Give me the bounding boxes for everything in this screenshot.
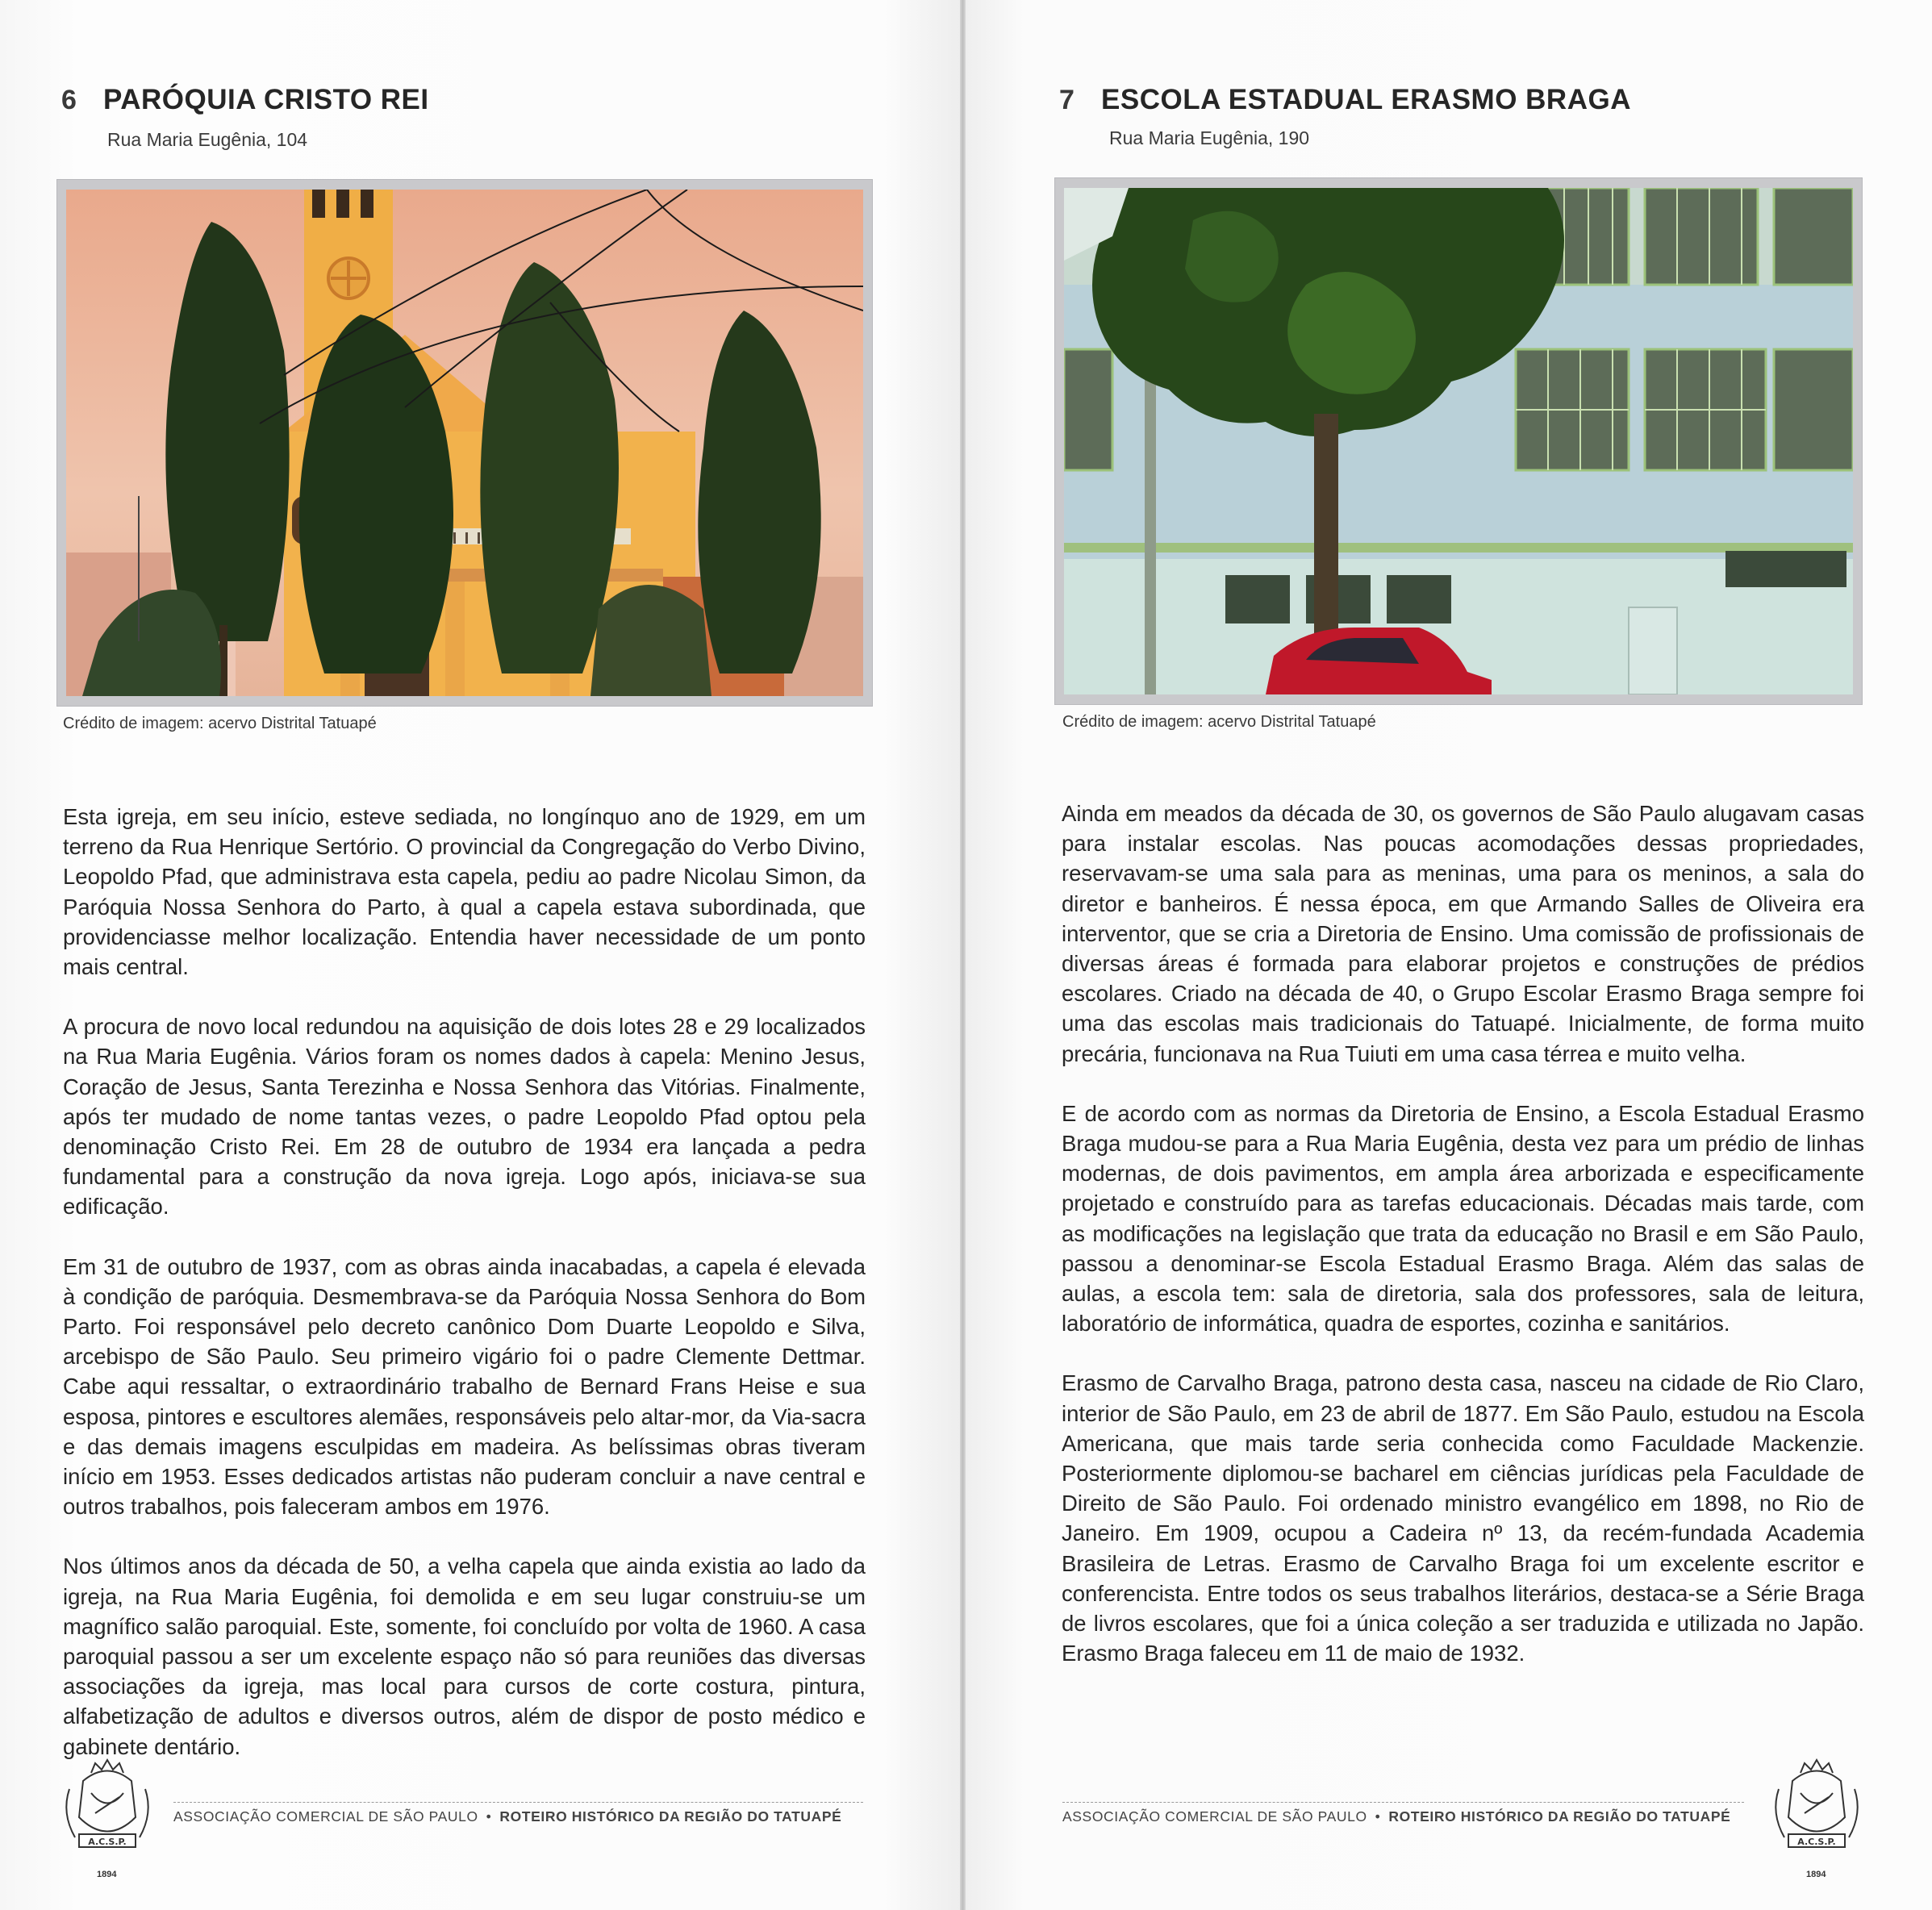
school-photo-frame [1054,177,1863,705]
image-credit: Crédito de imagem: acervo Distrital Tatuapé [1062,713,1376,731]
left-page [0,0,960,1910]
section-title: PARÓQUIA CRISTO REI [103,84,429,115]
footer-org: ASSOCIAÇÃO COMERCIAL DE SÃO PAULO [1062,1808,1367,1825]
paragraph: Ainda em meados da década de 30, os governos de São Paulo alugavam casas para instalar escolas. Nas poucas acomodações dessas propriedades, reservavam-se uma sala para as meninas, uma para os meninos, a sala do diretor e banheiros. É nessa época, em que Armando Salles de Oliveira era interventor, que se cria a Diretoria de Ensino. Uma comissão de profissionais de diversas áreas é formada para elaborar projetos e construções de prédios escolares. Criado na década de 40, o Grupo Escolar Erasmo Braga sempre foi uma das escolas mais tradicionais do Tatuapé. Inicialmente, de forma muito precária, funcionava na Rua Tuiuti em uma casa térrea e muito velha. [1062,801,1864,1066]
paragraph: Esta igreja, em seu início, esteve sediada, no longínquo ano de 1929, em um terreno da Rua Henrique Sertório. O provincial da Congregação do Verbo Divino, Leopoldo Pfad, que administrava esta capela, pediu ao padre Nicolau Simon, da Paróquia Nossa Senhora do Parto, à qual a capela estava subordinada, que providenciasse melhor localização. Entendia haver necessidade de um ponto mais central. [63,804,866,980]
footer-rule [1062,1802,1744,1803]
right-body-text [1062,799,1864,1698]
church-photo-frame [56,179,873,707]
footer-rule [173,1802,863,1803]
section-address: Rua Maria Eugênia, 104 [107,129,308,150]
paragraph: Em 31 de outubro de 1937, com as obras ainda inacabadas, a capela é elevada à condição de paróquia. Desmembrava-se da Paróquia Nossa Senhora do Bom Parto. Foi responsável pelo decreto canônico Dom Duarte Leopoldo e Silva, arcebispo de São Paulo. Seu primeiro vigário foi o padre Clemente Dettmar. Cabe aqui ressaltar, o extraordinário trabalho de Bernard Frans Heise e sua esposa, pintores e escultores alemães, responsáveis pelo altar-mor, da Via-sacra e das demais imagens esculpidas em madeira. As belíssimas obras tiveram início em 1953. Esses dedicados artistas não puderam concluir a nave central e outros trabalhos, pois faleceram ambos em 1976. [63,1253,866,1520]
logo-year: 1894 [1806,1870,1826,1879]
image-credit: Crédito de imagem: acervo Distrital Tatuapé [63,715,377,732]
acsp-seal-icon [55,1757,160,1862]
logo-text: A.C.S.P. [1797,1837,1836,1847]
paragraph: A procura de novo local redundou na aquisição de dois lotes 28 e 29 localizados na Rua Maria Eugênia. Vários foram os nomes dados à capela: Menino Jesus, Coração de Jesus, Santa Terezinha e Nossa Senhora das Vitórias. Finalmente, após ter mudado de nome tantas vezes, o padre Leopoldo Pfad optou pela denominação Cristo Rei. Em 28 de outubro de 1934 era lançada a pedra fundamental para a construção da nova igreja. Logo após, iniciava-se sua edificação. [63,1014,866,1220]
paragraph: E de acordo com as normas da Diretoria de Ensino, a Escola Estadual Erasmo Braga mudou-se para a Rua Maria Eugênia, desta vez para um prédio de linhas modernas, de dois pavimentos, em ampla área arborizada e especificamente projetado e construído para as tarefas educacionais. Décadas mais tarde, com as modificações na legislação que trata da educação no Brasil e em São Paulo, passou a denominar-se Escola Estadual Erasmo Braga. Além das salas de aulas, a escola tem: sala de diretoria, sala dos professores, sala de leitura, laboratório de informática, quadra de esportes, cozinha e sanitários. [1062,1100,1864,1337]
acsp-logo [55,1757,160,1862]
footer-separator: • [486,1808,492,1825]
paragraph: Nos últimos anos da década de 50, a velha capela que ainda existia ao lado da igreja, na Rua Maria Eugênia, foi demolida e em seu lugar construiu-se um magnífico salão paroquial. Este, somente, foi concluído por volta de 1960. A casa paroquial passou a ser um excelente espaço não só para reuniões das diversas associações da igreja, mas local para cursos de corte costura, pintura, alfabetização de adultos e diversos outros, além de dispor de posto médico e gabinete dentário. [63,1553,866,1759]
section-number: 7 [1059,85,1074,115]
right-page [966,0,1932,1910]
footer-org: ASSOCIAÇÃO COMERCIAL DE SÃO PAULO [173,1808,478,1825]
acsp-logo [1764,1757,1869,1862]
church-illustration [66,190,863,696]
acsp-seal-icon [1764,1757,1869,1862]
school-photo [1064,188,1853,694]
section-address: Rua Maria Eugênia, 190 [1109,127,1310,148]
footer [1062,1808,1730,1825]
left-body-text [63,802,866,1791]
book-gutter [960,0,966,1910]
right-heading [1059,84,1631,116]
footer-book: ROTEIRO HISTÓRICO DA REGIÃO DO TATUAPÉ [1388,1808,1731,1825]
section-number: 6 [61,85,77,115]
left-heading [61,84,429,116]
footer-book: ROTEIRO HISTÓRICO DA REGIÃO DO TATUAPÉ [499,1808,842,1825]
logo-text: A.C.S.P. [88,1837,127,1847]
school-illustration [1064,188,1853,694]
logo-year: 1894 [97,1870,117,1879]
church-photo [66,190,863,696]
footer [173,1808,841,1825]
paragraph: Erasmo de Carvalho Braga, patrono desta casa, nasceu na cidade de Rio Claro, interior de São Paulo, em 23 de abril de 1877. Em São Paulo, estudou na Escola Americana, que mais tarde seria conhecida como Faculdade Mackenzie. Posteriormente diplomou-se bacharel em ciências jurídicas pela Faculdade de Direito de São Paulo. Foi ordenado ministro evangélico em 1898, no Rio de Janeiro. Em 1909, ocupou a Cadeira nº 13, da recém-fundada Academia Brasileira de Letras. Erasmo de Carvalho Braga foi um excelente escritor e conferencista. Entre todos os seus trabalhos literários, destaca-se a Série Braga de livros escolares, que foi a única coleção a ser traduzida e utilizada no Japão. Erasmo Braga faleceu em 11 de maio de 1932. [1062,1370,1864,1666]
footer-separator: • [1375,1808,1381,1825]
section-title: ESCOLA ESTADUAL ERASMO BRAGA [1101,84,1631,115]
